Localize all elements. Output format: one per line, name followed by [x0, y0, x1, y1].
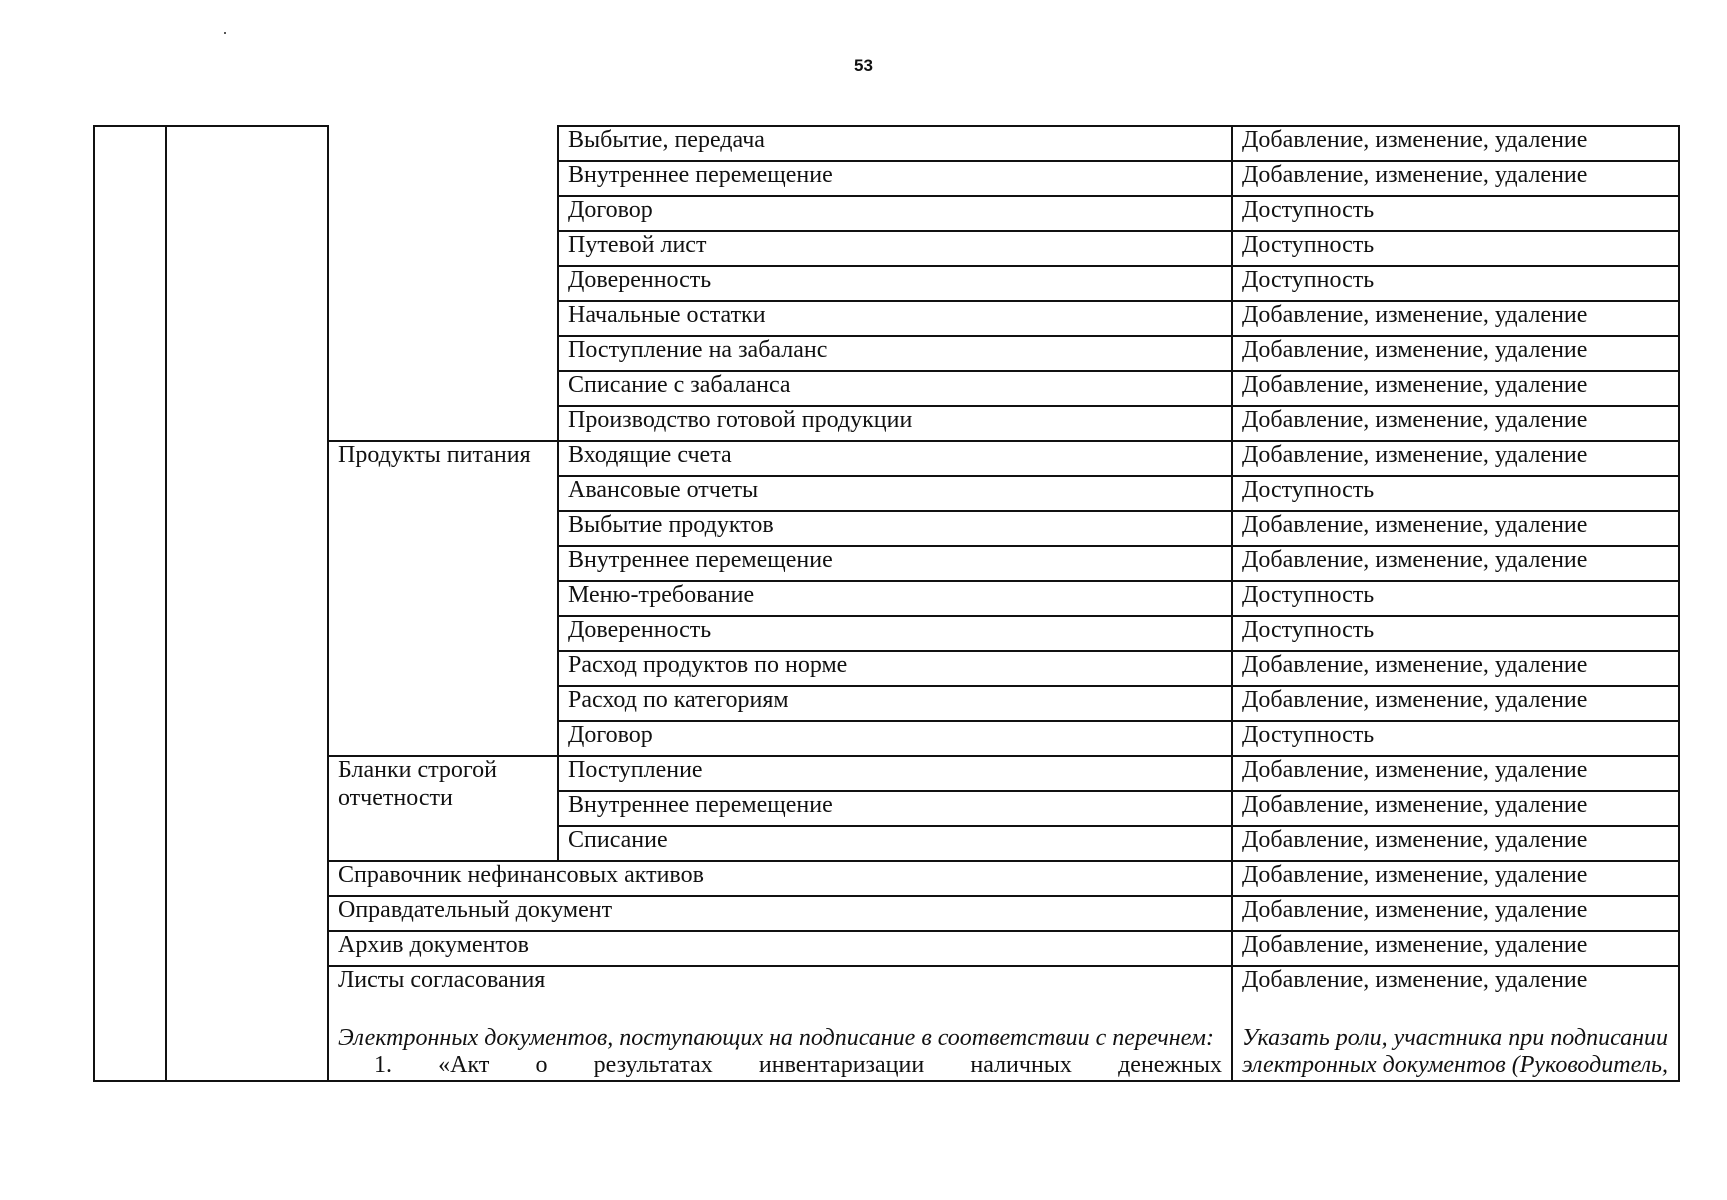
rights-cell: Добавление, изменение, удаление — [1232, 301, 1679, 336]
rights-cell: Добавление, изменение, удаление — [1232, 406, 1679, 441]
spacer — [338, 995, 1222, 1025]
rights-cell: Доступность — [1232, 266, 1679, 301]
table-row — [94, 966, 1679, 1081]
doc-cell: Списание — [558, 826, 1232, 861]
rights-cell: Добавление, изменение, удаление — [1232, 686, 1679, 721]
rights-cell: Добавление, изменение, удаление — [1232, 791, 1679, 826]
approval-note: Электронных документов, поступающих на подписание в соответствии с перечнем: — [338, 1024, 1214, 1051]
doc-cell: Внутреннее перемещение — [558, 161, 1232, 196]
doc-cell: Путевой лист — [558, 231, 1232, 266]
doc-cell: Расход продуктов по норме — [558, 651, 1232, 686]
doc-cell: Начальные остатки — [558, 301, 1232, 336]
doc-cell: Производство готовой продукции — [558, 406, 1232, 441]
rights-cell: Добавление, изменение, удаление — [1232, 931, 1679, 966]
page-number: 53 — [854, 56, 873, 75]
col1-blank — [94, 126, 166, 1081]
rights-cell: Добавление, изменение, удаление — [1232, 651, 1679, 686]
table-row — [94, 756, 1679, 791]
rights-cell: Добавление, изменение, удаление — [1232, 336, 1679, 371]
doc-cell: Авансовые отчеты — [558, 476, 1232, 511]
rights-cell: Добавление, изменение, удаление — [1232, 756, 1679, 791]
approval-title: Листы согласования — [338, 967, 546, 993]
table-row — [94, 896, 1679, 931]
spacer — [1242, 995, 1669, 1025]
table-row — [94, 126, 1679, 161]
table-row — [94, 931, 1679, 966]
rights-cell: Добавление, изменение, удаление — [1232, 371, 1679, 406]
doc-cell-wide: Справочник нефинансовых активов — [328, 861, 1232, 896]
rights-cell: Доступность — [1232, 581, 1679, 616]
doc-cell: Поступление — [558, 756, 1232, 791]
doc-cell: Доверенность — [558, 616, 1232, 651]
group-cell-continued — [328, 126, 558, 441]
group-cell-food: Продукты питания — [328, 441, 558, 756]
rights-cell: Доступность — [1232, 196, 1679, 231]
col2-blank — [166, 126, 328, 1081]
doc-cell: Расход по категориям — [558, 686, 1232, 721]
access-rights-table-body — [94, 126, 1679, 1081]
table-row — [94, 861, 1679, 896]
doc-cell-wide: Оправдательный документ — [328, 896, 1232, 931]
rights-cell: Добавление, изменение, удаление — [1232, 441, 1679, 476]
rights-cell: Доступность — [1232, 721, 1679, 756]
rights-cell: Добавление, изменение, удаление — [1232, 861, 1679, 896]
doc-cell: Меню-требование — [558, 581, 1232, 616]
access-rights-table — [93, 125, 1680, 1082]
scan-speck — [224, 32, 226, 34]
doc-cell-wide: Архив документов — [328, 931, 1232, 966]
doc-cell: Внутреннее перемещение — [558, 791, 1232, 826]
rights-cell: Добавление, изменение, удаление — [1232, 161, 1679, 196]
rights-cell: Добавление, изменение, удаление — [1232, 546, 1679, 581]
rights-cell: Добавление, изменение, удаление — [1232, 896, 1679, 931]
rights-cell: Добавление, изменение, удаление — [1232, 511, 1679, 546]
doc-cell: Выбытие, передача — [558, 126, 1232, 161]
approval-list-item: 1. «Акт о результатах инвентаризации наличных денежных — [374, 1052, 1222, 1079]
doc-cell: Внутреннее перемещение — [558, 546, 1232, 581]
doc-cell: Договор — [558, 721, 1232, 756]
rights-cell: Добавление, изменение, удаление — [1232, 826, 1679, 861]
approval-rights: Добавление, изменение, удаление — [1242, 967, 1588, 993]
doc-cell: Входящие счета — [558, 441, 1232, 476]
doc-cell: Поступление на забаланс — [558, 336, 1232, 371]
group-cell-forms: Бланки строгой отчетности — [328, 756, 558, 861]
rights-cell: Добавление, изменение, удаление — [1232, 126, 1679, 161]
doc-cell: Доверенность — [558, 266, 1232, 301]
approval-doc-cell — [328, 966, 1232, 1081]
doc-cell: Списание с забаланса — [558, 371, 1232, 406]
table-row — [94, 441, 1679, 476]
rights-cell: Доступность — [1232, 476, 1679, 511]
approval-rights-cell — [1232, 966, 1679, 1081]
doc-cell: Выбытие продуктов — [558, 511, 1232, 546]
roles-note: Указать роли, участника при подписании электронных документов (Руководитель, — [1242, 1024, 1669, 1079]
rights-cell: Доступность — [1232, 616, 1679, 651]
rights-cell: Доступность — [1232, 231, 1679, 266]
doc-cell: Договор — [558, 196, 1232, 231]
